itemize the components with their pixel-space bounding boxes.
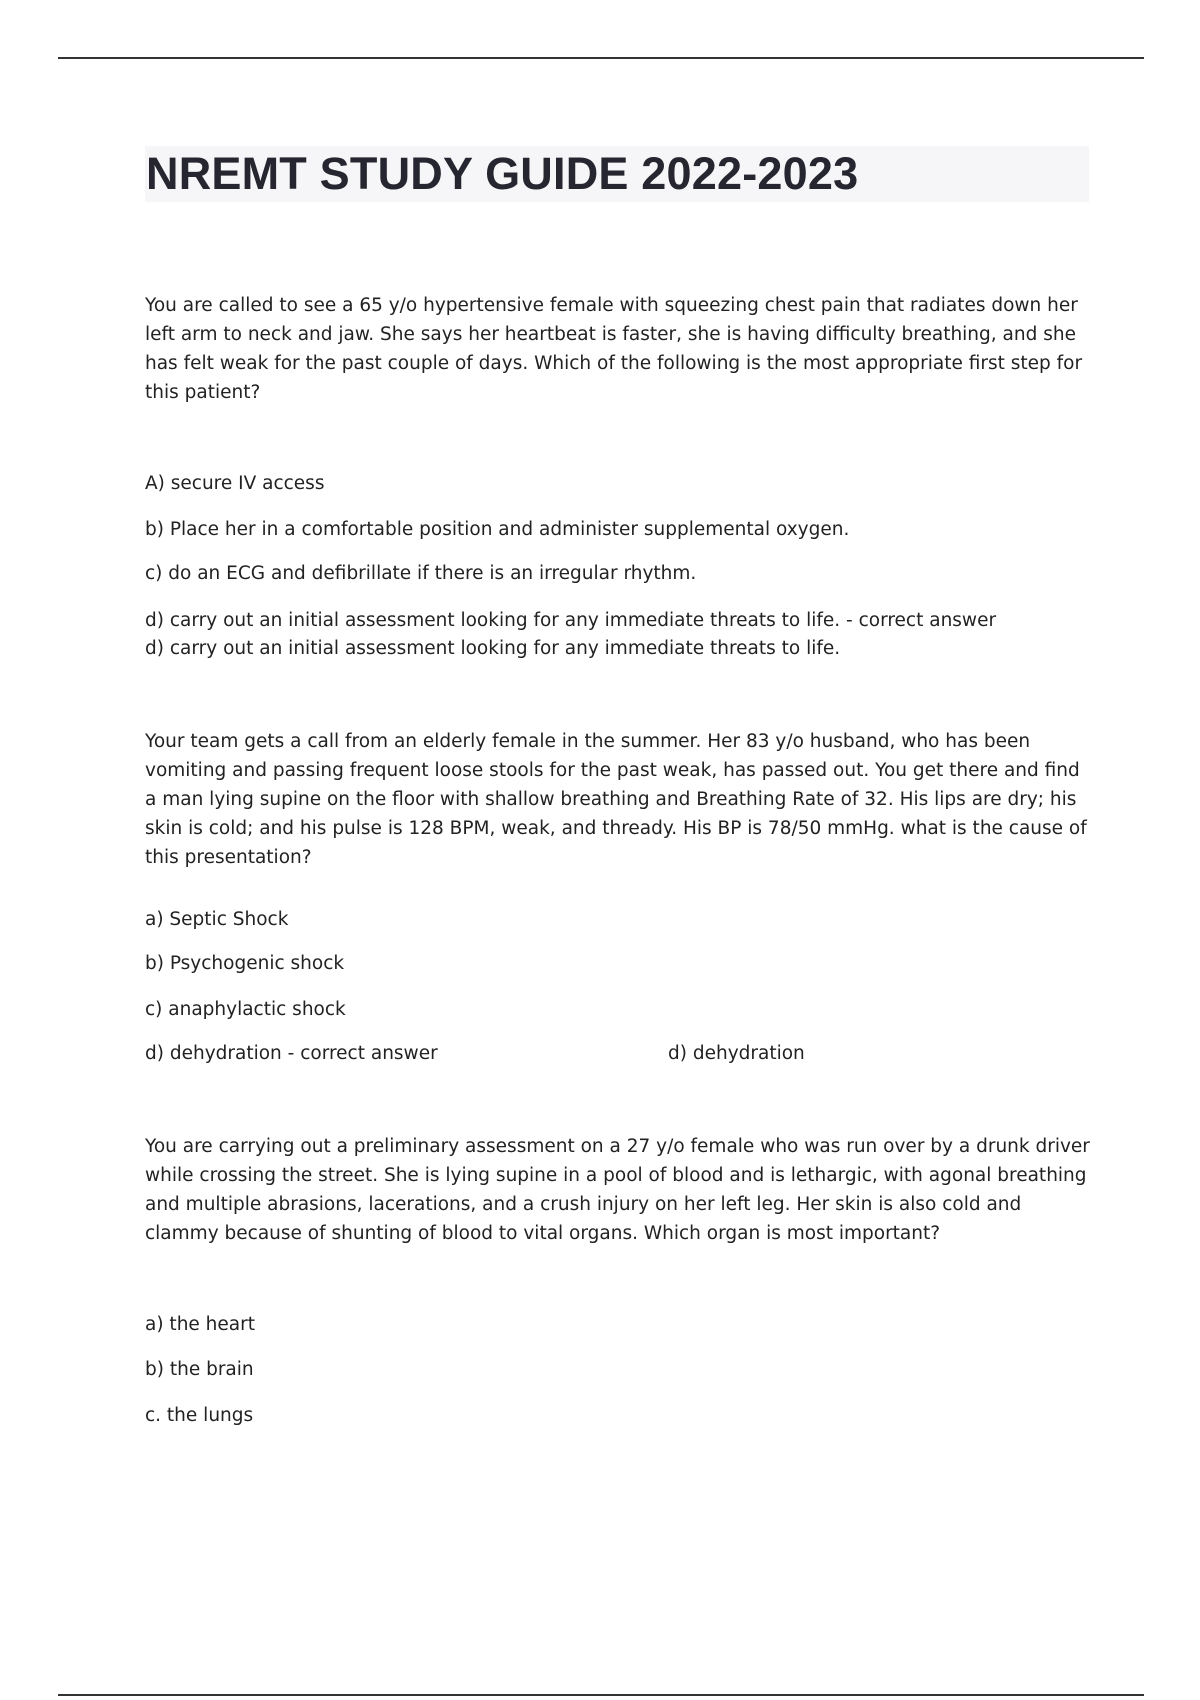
question-2	[145, 727, 1095, 872]
answer-option-correct: d) dehydration - correct answer	[145, 1043, 438, 1064]
question-text: Your team gets a call from an elderly female in the summer. Her 83 y/o husband, who has been vomiting and passing frequent loose stools for the past weak, has passed out. You get there and find a man lying supine on the floor with shallow breathing and Breathing Rate of 32. His lips are dry; his skin is cold; and his pulse is 128 BPM, weak, and thready. His BP is 78/50 mmHg. what is the cause of this presentation?	[145, 731, 1087, 868]
answer-option: b) Psychogenic shock	[145, 953, 345, 974]
header-rule	[58, 57, 1144, 59]
answer-option-correct: d) carry out an initial assessment looking for any immediate threats to life. - correct answer	[145, 610, 997, 631]
answer-option: b) Place her in a comfortable position and administer supplemental oxygen.	[145, 519, 850, 540]
document-title: NREMT STUDY GUIDE 2022-2023	[146, 148, 859, 199]
question-text: You are carrying out a preliminary assessment on a 27 y/o female who was run over by a drunk driver while crossing the street. She is lying supine in a pool of blood and is lethargic, with agonal breathing and multiple abrasions, lacerations, and a crush injury on her left leg. Her skin is also cold and clammy because of shunting of blood to vital organs. Which organ is most important?	[145, 1136, 1090, 1244]
answer-option: d) carry out an initial assessment looking for any immediate threats to life.	[145, 638, 841, 659]
answer-option: c) anaphylactic shock	[145, 999, 346, 1020]
answer-option: c. the lungs	[145, 1405, 254, 1426]
question-3	[145, 1132, 1095, 1248]
answer-option: A) secure IV access	[145, 473, 325, 494]
footer-rule	[58, 1694, 1144, 1696]
answer-option: d) dehydration	[668, 1043, 805, 1064]
question-1	[145, 291, 1095, 407]
answer-option: a) the heart	[145, 1314, 255, 1335]
question-text: You are called to see a 65 y/o hypertensive female with squeezing chest pain that radiates down her left arm to neck and jaw. She says her heartbeat is faster, she is having difficulty breathing, and she has felt weak for the past couple of days. Which of the following is the most appropriate first step for this patient?	[145, 295, 1083, 403]
answer-option: c) do an ECG and defibrillate if there is an irregular rhythm.	[145, 563, 697, 584]
answer-option: a) Septic Shock	[145, 909, 289, 930]
answer-option: b) the brain	[145, 1359, 254, 1380]
